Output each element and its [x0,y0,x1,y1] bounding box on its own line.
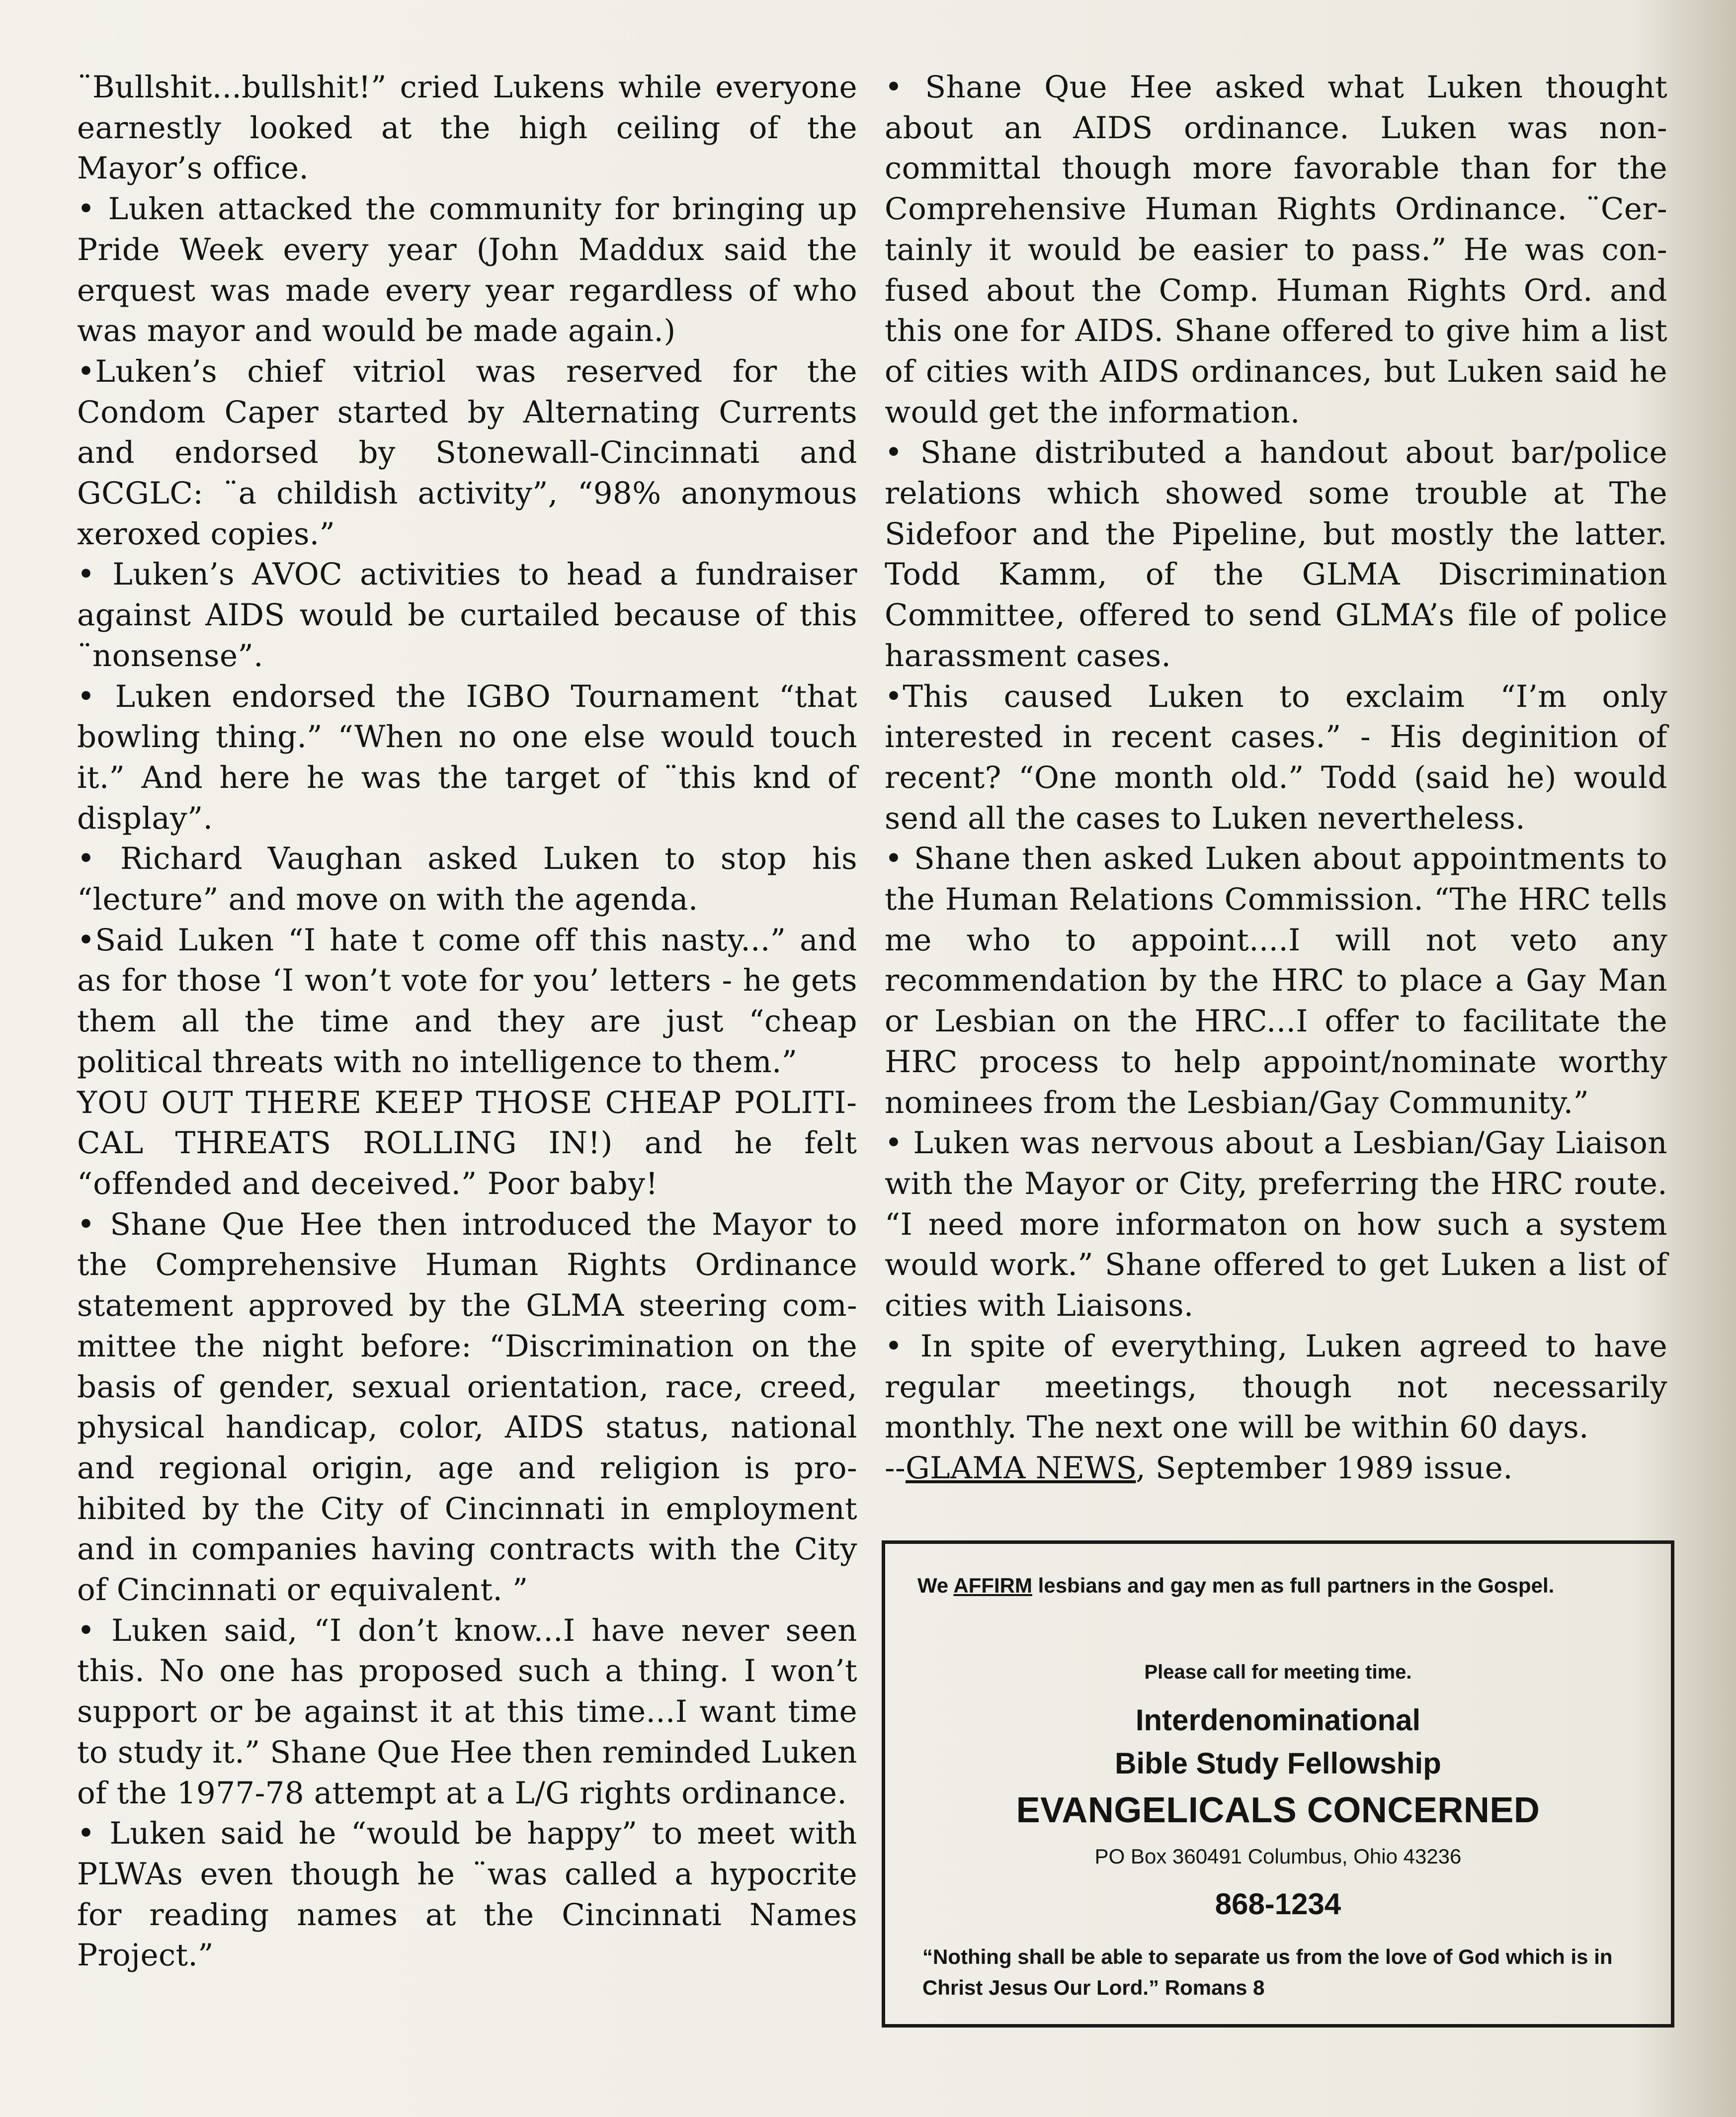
paragraph: •This caused Luken to exclaim “I’m only interested in recent cases.” - His deginition of recent? “One month old.” Todd (said he) would send all the cases to Luken nevertheless. [885,678,1667,836]
paragraph: • Luken attacked the community for bringing up Pride Week every year (John Maddux said the erquest was made every year regardless of who was mayor and would be made again.) [77,191,857,349]
ad-heading-line1: Interdenominational [1135,1703,1421,1737]
ad-affirm-word: AFFIRM [953,1574,1032,1597]
paragraph: • Luken’s AVOC activities to head a fundraiser against AIDS would be curtailed because of this ¨nonsense”. [77,557,857,674]
credit-prefix: -- [885,1450,906,1486]
paragraph: ¨Bullshit...bullshit!” cried Lukens while everyone earnestly looked at the high ceiling of the Mayor’s office. [77,70,857,186]
ad-intro-after: lesbians and gay men as full partners in the Gospel. [1032,1574,1555,1597]
paragraph: • Luken said he “would be happy” to meet with PLWAs even though he ¨was called a hypocrite for reading names at the Cincinnati Names Project.” [77,1816,857,1973]
left-text-column [77,67,857,1976]
ad-intro-before: We [917,1574,954,1597]
ad-bible-quote: “Nothing shall be able to separate us from the love of God which is in Christ Jesus Our Lord.” Romans 8 [922,1945,1613,1999]
ad-intro-text [917,1569,1648,1603]
paragraph: • Shane distributed a handout about bar/police relations which showed some trouble at The Sidefoor and the Pipeline, but mostly the latter. Todd Kamm, of the GLMA Discrimination Committee, offered to send GLMA’s file of police harassment cases. [885,435,1667,674]
ad-address: PO Box 360491 Columbus, Ohio 43236 [1094,1845,1462,1868]
paragraph: • Luken was nervous about a Lesbian/Gay Liaison with the Mayor or City, preferring the HRC route. “I need more informaton on how such a system would work.” Shane offered to get Luken a list of cities with Liaisons. [885,1125,1667,1324]
evangelicals-concerned-ad [882,1540,1674,2028]
publication-name: GLAMA NEWS [906,1450,1136,1486]
ad-heading-line2: Bible Study Fellowship [1115,1747,1441,1780]
paragraph: • Shane then asked Luken about appointments to the Human Relations Commission. “The HRC tells me who to appoint....I will not veto any recommendation by the HRC to place a Gay Man or Lesbian on the HRC...I offer to facilitate the HRC process to help appoint/nominate worthy nominees from the Lesbian/Gay Community.” [885,841,1667,1120]
paragraph: • In spite of everything, Luken agreed to have regular meetings, though not necessarily monthly. The next one will be within 60 days. [885,1328,1667,1445]
ad-organization-name: EVANGELICALS CONCERNED [1016,1790,1540,1830]
paragraph: •Luken’s chief vitriol was reserved for the Condom Caper started by Alternating Currents and endorsed by Stonewall-Cincinnati and GCGLC: ¨a childish activity”, “98% anonymous xeroxed copies.” [77,353,857,552]
paragraph: • Shane Que Hee then introduced the Mayor to the Comprehensive Human Rights Ordinance statement approved by the GLMA steering com-mittee the night before: “Discrimination on the basis of gender, sexual orientation, race, creed, physical handicap, color, AIDS status, national and regional origin, age and religion is pro-hibited by the City of Cincinnati in employment and in companies having contracts with the City of Cincinnati or equivalent. ” [77,1206,857,1608]
credit-suffix: , September 1989 issue. [1136,1450,1513,1486]
ad-meeting-note: Please call for meeting time. [1144,1661,1412,1683]
paragraph: • Richard Vaughan asked Luken to stop his “lecture” and move on with the agenda. [77,841,857,918]
right-text-column [885,67,1667,1489]
paragraph: • Luken endorsed the IGBO Tournament “that bowling thing.” “When no one else would touch it.” And here he was the target of ¨this knd of display”. [77,678,857,836]
paragraph: • Shane Que Hee asked what Luken thought about an AIDS ordinance. Luken was non-committal though more favorable than for the Comprehensive Human Rights Ordinance. ¨Cer-tainly it would be easier to pass.” He was con-fused about the Comp. Human Rights Ord. and this one for AIDS. Shane offered to give him a list of cities with AIDS ordinances, but Luken said he would get the information. [885,70,1667,430]
paragraph: •Said Luken “I hate t come off this nasty...” and as for those ‘I won’t vote for you’ letters - he gets them all the time and they are just “cheap political threats with no intelligence to them.” [77,922,857,1080]
paragraph-caps: YOU OUT THERE KEEP THOSE CHEAP POLITI-CAL THREATS ROLLING IN!) and he felt “offended and deceived.” Poor baby! [77,1085,857,1201]
source-credit [885,1448,1667,1489]
ad-phone-number: 868-1234 [1215,1887,1341,1921]
paragraph: • Luken said, “I don’t know...I have never seen this. No one has proposed such a thing. I won’t support or be against it at this time...I want time to study it.” Shane Que Hee then reminded Luken of the 1977-78 attempt at a L/G rights ordinance. [77,1612,857,1811]
